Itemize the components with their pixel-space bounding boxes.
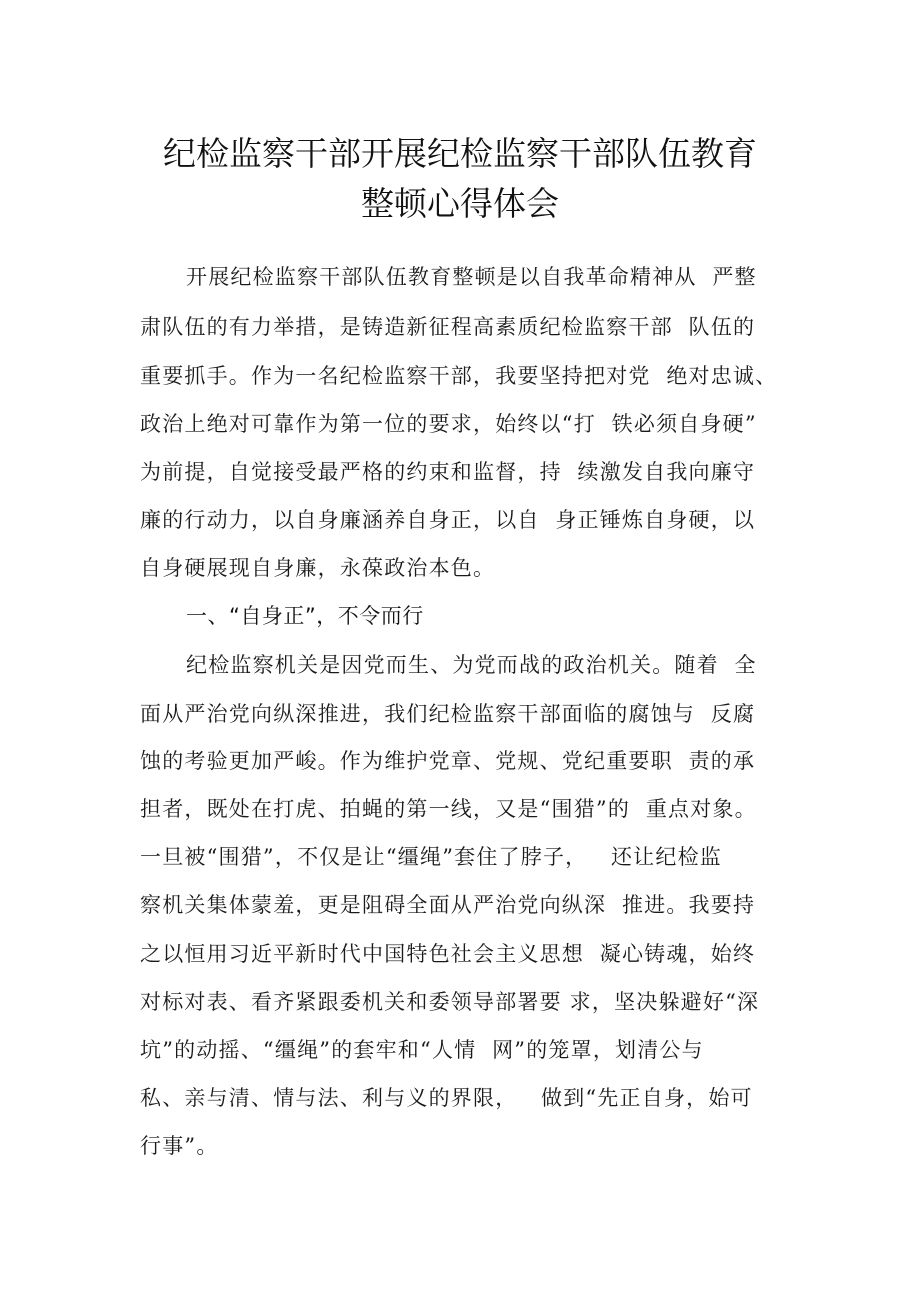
paragraph-line: 坑”的动摇、“缰绳”的套牢和“人情 网”的笼罩，划清公与 bbox=[140, 1038, 704, 1062]
paragraph-line: 对标对表、看齐紧跟委机关和委领导部署要 求，坚决躲避好“深 bbox=[140, 990, 760, 1014]
paragraph-line: 为前提，自觉接受最严格的约束和监督，持 续激发自我向廉守 bbox=[140, 460, 756, 484]
paragraph-line: 肃队伍的有力举措，是铸造新征程高素质纪检监察干部 队伍的 bbox=[140, 315, 756, 339]
paragraph-line: 一旦被“围猎”，不仅是让“缰绳”套住了脖子， 还让纪检监 bbox=[140, 845, 722, 869]
paragraph-line: 蚀的考验更加严峻。作为维护党章、党规、党纪重要职 责的承 bbox=[140, 749, 756, 773]
document-title-line-1: 纪检监察干部开展纪检监察干部队伍教育 bbox=[163, 134, 757, 173]
paragraph-line: 重要抓手。作为一名纪检监察干部，我要坚持把对党 绝对忠诚、 bbox=[140, 364, 778, 388]
paragraph-line: 行事”。 bbox=[140, 1134, 219, 1158]
paragraph-line: 开展纪检监察干部队伍教育整顿是以自我革命精神从 严整 bbox=[186, 265, 757, 289]
paragraph-line: 私、亲与清、情与法、利与义的界限， 做到“先正自身，始可 bbox=[140, 1086, 753, 1110]
section-heading-1: 一、“自身正”，不令而行 bbox=[186, 604, 424, 628]
paragraph-line: 面从严治党向纵深推进，我们纪检监察干部面临的腐蚀与 反腐 bbox=[140, 702, 756, 726]
paragraph-line: 之以恒用习近平新时代中国特色社会主义思想 凝心铸魂，始终 bbox=[140, 942, 756, 966]
paragraph-line: 廉的行动力，以自身廉涵养自身正，以自 身正锤炼自身硬，以 bbox=[140, 508, 756, 532]
paragraph-line: 政治上绝对可靠作为第一位的要求，始终以“打 铁必须自身硬” bbox=[140, 412, 757, 436]
paragraph-line: 纪检监察机关是因党而生、为党而战的政治机关。随着 全 bbox=[186, 653, 757, 677]
paragraph-line: 担者，既处在打虎、拍蝇的第一线，又是“围猎”的 重点对象。 bbox=[140, 797, 757, 821]
paragraph-line: 察机关集体蒙羞，更是阻碍全面从严治党向纵深 推进。我要持 bbox=[140, 893, 756, 917]
paragraph-line: 自身硬展现自身廉，永葆政治本色。 bbox=[140, 556, 496, 580]
document-title-line-2: 整顿心得体会 bbox=[361, 184, 559, 223]
